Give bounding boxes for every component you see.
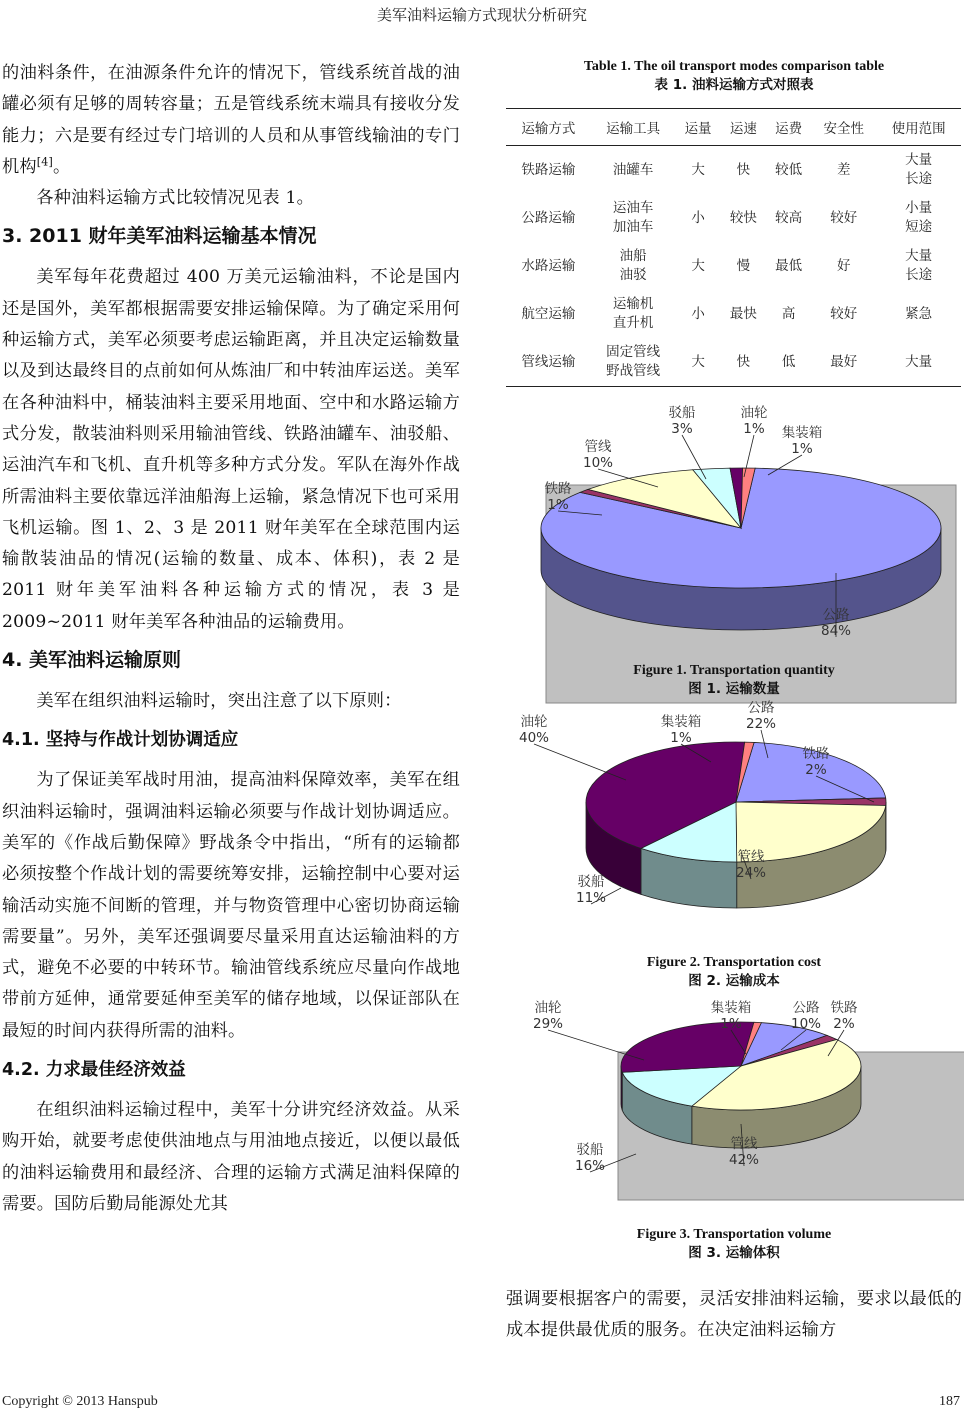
slice-category-label: 管线 (737, 849, 765, 865)
table-cell: 慢 (736, 257, 751, 274)
paragraph: 美军在组织油料运输时，突出注意了以下原则： (36, 691, 402, 712)
table-cell: 小量 短途 (905, 200, 933, 235)
table-cell: 大量 长途 (905, 248, 933, 283)
table-header-cell: 运速 (721, 109, 766, 146)
pie-chart-quantity (506, 403, 962, 658)
slice-category-label: 油轮 (534, 1000, 562, 1016)
table-cell: 快 (721, 338, 766, 387)
slice-value-label: 11% (575, 890, 607, 906)
figure-3 (506, 1000, 962, 1262)
table-cell: 高 (781, 305, 796, 322)
table-cell: 大 (691, 257, 705, 274)
table-cell: 运输机 直升机 (612, 296, 654, 331)
slice-category-label: 管线 (730, 1136, 758, 1152)
slice-category-label: 集装箱 (781, 425, 823, 441)
table-cell: 最好 (811, 338, 876, 387)
running-head: 美军油料运输方式现状分析研究 (376, 6, 587, 24)
table-cell: 差 (836, 161, 851, 178)
slice-value-label: 1% (791, 441, 813, 457)
citation-ref[interactable]: [4] (36, 155, 53, 169)
slice-value-label: 16% (574, 1158, 606, 1174)
table-cell: 大 (675, 338, 720, 387)
label-leader-line (548, 1030, 644, 1060)
section-heading-4-1: 4.1. 坚持与作战计划协调适应 (2, 730, 239, 751)
slice-value-label: 3% (671, 421, 693, 437)
table-cell: 大 (691, 161, 705, 178)
table-cell: 较快 (729, 209, 757, 226)
table-cell: 较高 (775, 209, 803, 226)
slice-value-label: 24% (735, 865, 767, 881)
slice-category-label: 公路 (792, 1000, 820, 1016)
table-caption-zh: 表 1. 油料运输方式对照表 (654, 77, 814, 93)
slice-category-label: 油轮 (740, 405, 768, 421)
copyright: Copyright © 2013 Hanspub (2, 1394, 158, 1409)
slice-value-label: 40% (518, 730, 550, 746)
slice-value-label: 2% (805, 762, 827, 778)
left-column (2, 58, 460, 1220)
slice-category-label: 驳船 (576, 1142, 604, 1158)
table-cell: 好 (836, 257, 851, 274)
section-heading-4: 4. 美军油料运输原则 (2, 649, 182, 672)
table-header-cell: 运输方式 (506, 109, 591, 146)
table-cell: 最低 (775, 257, 803, 274)
table-row (506, 194, 961, 242)
slice-category-label: 铁路 (802, 746, 830, 762)
table-cell: 油罐车 (612, 161, 654, 178)
table-row (506, 290, 961, 338)
label-leader-line (534, 744, 626, 780)
table-header-row (506, 109, 961, 146)
paragraph: 强调要根据客户的需要，灵活安排油料运输，要求以最低的成本提供最优质的服务。在决定油料运输方 (506, 1289, 962, 1341)
table-cell: 小 (691, 209, 705, 226)
table-body (506, 146, 961, 387)
slice-value-label: 29% (532, 1016, 564, 1032)
table-header-cell: 运量 (675, 109, 720, 146)
paragraph: 的油料条件，在油源条件允许的情况下，管线系统首战的油罐必须有足够的周转容量；五是管线系统末端具有接收分发能力；六是要有经过专门培训的人员和从事管线输油的专门机构[4]。 (2, 63, 460, 177)
table-cell: 小 (691, 305, 705, 322)
figure-caption-en: Figure 2. Transportation cost (646, 955, 822, 970)
table-cell: 大量 (876, 338, 961, 387)
table-cell: 铁路运输 (521, 161, 576, 178)
table-cell: 航空运输 (521, 305, 576, 322)
slice-value-label: 42% (728, 1152, 760, 1168)
table-cell: 固定管线 野战管线 (591, 338, 676, 387)
table-header-cell: 安全性 (811, 109, 876, 146)
pie-chart-cost (506, 700, 962, 950)
table-cell: 油船 油驳 (619, 248, 647, 283)
figure-caption-zh: 图 2. 运输成本 (688, 973, 780, 989)
table-row (506, 146, 961, 195)
paragraph: 各种油料运输方式比较情况见表 1。 (36, 188, 315, 209)
table-header-cell: 使用范围 (876, 109, 961, 146)
figure-1 (506, 403, 962, 698)
slice-category-label: 驳船 (668, 405, 696, 421)
table-header-cell: 运输工具 (591, 109, 676, 146)
slice-value-label: 1% (720, 1016, 742, 1032)
figure-2 (506, 700, 962, 990)
table-cell: 最快 (729, 305, 757, 322)
table-caption-en: Table 1. The oil transport modes comparison table (583, 59, 885, 74)
slice-value-label: 22% (745, 716, 777, 732)
table-cell: 较好 (830, 305, 858, 322)
table-cell: 公路运输 (521, 209, 576, 226)
pie-plot-area (519, 700, 886, 908)
comparison-table (506, 108, 961, 387)
slice-category-label: 驳船 (577, 874, 605, 890)
page-number: 187 (939, 1394, 960, 1409)
pie-plot-area (533, 999, 964, 1200)
table-cell: 低 (766, 338, 811, 387)
slice-value-label: 1% (743, 421, 765, 437)
paragraph: 为了保证美军战时用油，提高油料保障效率，美军在组织油料运输时，强调油料运输必须要与作战计划协调适应。美军的《作战后勤保障》野战条令中指出，“所有的运输都必须按整个作战计划的需要统筹安排，运输控制中心要对运输活动实施不间断的管理，并与物资管理中心密切协商运输需要量”。另外，美军还强调要尽量采用直达运输油料的方式，避免不必要的中转环节。输油管线系统应尽量向作战地带前方延伸，通常要延伸至美军的储存地域，以保证部队在最短的时间内获得所需的油料。 (2, 770, 460, 1041)
slice-value-label: 84% (820, 623, 852, 639)
table-cell: 较低 (775, 161, 803, 178)
slice-value-label: 1% (670, 730, 692, 746)
table-row (506, 242, 961, 290)
slice-category-label: 集装箱 (660, 714, 702, 730)
table-cell: 管线运输 (506, 338, 591, 387)
table-cell: 快 (736, 161, 751, 178)
slice-value-label: 1% (547, 497, 569, 513)
section-heading-4-2: 4.2. 力求最佳经济效益 (2, 1060, 186, 1081)
slice-category-label: 铁路 (544, 481, 572, 497)
pie-plot-area (541, 404, 956, 703)
figure-caption-zh: 图 3. 运输体积 (688, 1245, 780, 1261)
slice-category-label: 油轮 (520, 714, 548, 730)
slice-category-label: 管线 (584, 439, 612, 455)
slice-category-label: 公路 (822, 607, 850, 623)
paragraph: 在组织油料运输过程中，美军十分讲究经济效益。从采购开始，就要考虑使供油地点与用油地点接近，以便以最低的油料运输费用和最经济、合理的运输方式满足油料保障的需要。国防后勤局能源处尤其 (2, 1100, 460, 1214)
table-cell: 大量 长途 (905, 152, 933, 187)
paragraph: 美军每年花费超过 400 万美元运输油料，不论是国内还是国外，美军都根据需要安排运输保障。为了确定采用何种运输方式，美军必须要考虑运输距离，并且决定运输数量以及到达最终目的点前如何从炼油厂和中转油库运送。美军在各种油料中，桶装油料主要采用地面、空中和水路运输方式分发，散装油料则采用输油管线、铁路油罐车、油驳船、运油汽车和飞机、直升机等多种方式分发。军队在海外作战所需油料主要依靠远洋油船海上运输，紧急情况下也可采用飞机运输。图 1、2、3 是 2011 财年美军在全球范围内运输散装油品的情况(运输的数量、成本、体积)，表 2 是 2011 财年美军油料各种运输方式的情况，表 3 是 2009~2011 财年美军各种油品的运输费用。 (2, 267, 460, 632)
slice-value-label: 10% (582, 455, 614, 471)
slice-category-label: 集装箱 (710, 1000, 752, 1016)
section-heading-3: 3. 2011 财年美军油料运输基本情况 (2, 225, 317, 248)
slice-value-label: 2% (833, 1016, 855, 1032)
table-cell: 水路运输 (521, 257, 576, 274)
pie-chart-volume (506, 1000, 962, 1222)
table-header-cell: 运费 (766, 109, 811, 146)
table-cell: 运油车 加油车 (612, 200, 654, 235)
table-row (506, 338, 961, 387)
slice-value-label: 10% (790, 1016, 822, 1032)
figure-caption-en: Figure 3. Transportation volume (636, 1227, 832, 1242)
slice-category-label: 公路 (747, 700, 775, 716)
table-cell: 紧急 (905, 305, 933, 322)
figure-caption-zh: 图 1. 运输数量 (688, 681, 780, 697)
slice-category-label: 铁路 (830, 1000, 858, 1016)
figure-caption-en: Figure 1. Transportation quantity (633, 663, 835, 678)
table-cell: 较好 (830, 209, 858, 226)
right-column (506, 58, 962, 1347)
